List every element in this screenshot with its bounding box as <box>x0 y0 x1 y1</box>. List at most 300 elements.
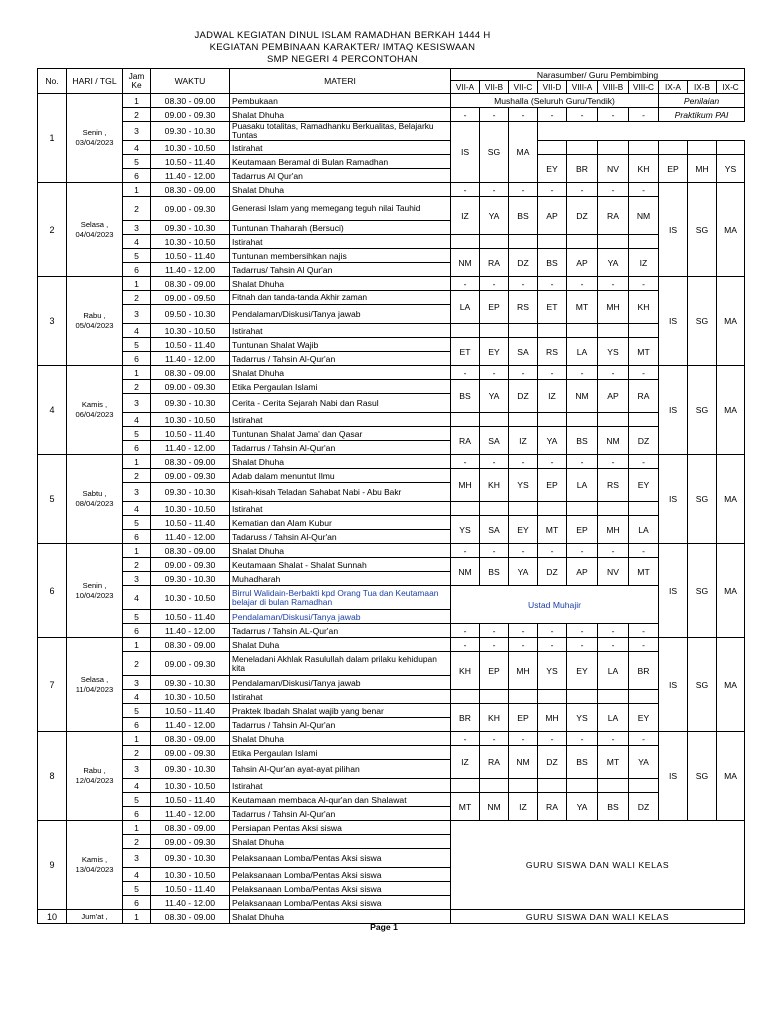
dash-cell: - <box>629 732 659 746</box>
materi-text: Pembukaan <box>230 94 451 108</box>
teacher-code: DZ <box>629 427 659 455</box>
teacher-code: LA <box>567 469 598 502</box>
materi-text: Muhadharah <box>230 572 451 586</box>
materi-text: Tadarrus / Tahsin Al-Qur'an <box>230 718 451 732</box>
time-range: 08.30 - 09.00 <box>151 455 230 469</box>
teacher-code: DZ <box>509 380 538 413</box>
ix-teacher-code: MA <box>717 638 745 732</box>
empty-cell <box>598 779 629 793</box>
jam-ke: 6 <box>123 718 151 732</box>
empty-cell <box>598 413 629 427</box>
dash-cell: - <box>538 366 567 380</box>
time-range: 09.00 - 09.30 <box>151 835 230 849</box>
teacher-code: LA <box>451 291 480 324</box>
jam-ke: 6 <box>123 530 151 544</box>
time-range: 09.30 - 10.30 <box>151 483 230 502</box>
table-row <box>38 197 745 221</box>
empty-cell <box>567 779 598 793</box>
dash-cell: - <box>567 624 598 638</box>
empty-cell <box>629 690 659 704</box>
jam-ke: 5 <box>123 155 151 169</box>
materi-text: Shalat Dhuha <box>230 544 451 558</box>
ix-teacher-code: IS <box>451 122 480 183</box>
dash-cell: - <box>598 638 629 652</box>
dash-cell: - <box>480 624 509 638</box>
teacher-code: MH <box>598 516 629 544</box>
empty-cell <box>451 235 480 249</box>
day-date-cell <box>67 544 123 638</box>
materi-text: Pendalaman/Diskusi/Tanya jawab <box>230 305 451 324</box>
time-range: 09.00 - 09.30 <box>151 197 230 221</box>
materi-text: Meneladani Akhlak Rasulullah dalam prilaku kehidupan kita <box>230 652 451 676</box>
table-row <box>38 108 745 122</box>
materi-text: Pelaksanaan Lomba/Pentas Aksi siswa <box>230 849 451 868</box>
ix-teacher-code: IS <box>659 183 688 277</box>
dash-cell: - <box>538 455 567 469</box>
jam-ke: 5 <box>123 516 151 530</box>
time-range: 09.30 - 10.30 <box>151 849 230 868</box>
teacher-code: KH <box>480 704 509 732</box>
time-range: 08.30 - 09.00 <box>151 638 230 652</box>
teacher-code: LA <box>598 652 629 690</box>
materi-text: Tuntunan Thaharah (Bersuci) <box>230 221 451 235</box>
teacher-code: MT <box>629 558 659 586</box>
time-range: 09.00 - 09.30 <box>151 746 230 760</box>
dash-cell: - <box>538 638 567 652</box>
teacher-code: YA <box>480 197 509 235</box>
ix-teacher-code: SG <box>480 122 509 183</box>
day-name: Kamis , <box>81 855 108 864</box>
teacher-code: BS <box>567 746 598 779</box>
table-row <box>38 324 745 338</box>
day-date-cell <box>67 183 123 277</box>
materi-text: Tuntunan Shalat Wajib <box>230 338 451 352</box>
teacher-code: NV <box>598 558 629 586</box>
dash-cell: - <box>567 366 598 380</box>
teacher-code: RS <box>509 291 538 324</box>
time-range: 10.30 - 10.50 <box>151 141 230 155</box>
table-row <box>38 821 745 835</box>
materi-text: Tadarrus / Tahsin Al-Qur'an <box>230 441 451 455</box>
teacher-code: YS <box>598 338 629 366</box>
empty-cell <box>480 779 509 793</box>
materi-text: Etika Pergaulan Islami <box>230 746 451 760</box>
empty-cell <box>480 324 509 338</box>
time-range: 10.50 - 11.40 <box>151 793 230 807</box>
materi-text: Puasaku totalitas, Ramadhanku Berkualitas, Belajarku Tuntas <box>230 122 451 141</box>
day-date: 11/04/2023 <box>75 684 114 694</box>
teacher-code: EY <box>629 704 659 732</box>
empty-cell <box>598 141 629 155</box>
empty-cell <box>567 141 598 155</box>
jam-ke: 4 <box>123 413 151 427</box>
dash-cell: - <box>538 108 567 122</box>
teacher-code: MT <box>567 291 598 324</box>
materi-text: Tuntunan membersihkan najis <box>230 249 451 263</box>
table-row <box>38 249 745 263</box>
table-row <box>38 638 745 652</box>
time-range: 11.40 - 12.00 <box>151 352 230 366</box>
teacher-code: KH <box>480 469 509 502</box>
empty-cell <box>567 690 598 704</box>
time-range: 09.00 - 09.30 <box>151 469 230 483</box>
table-row <box>38 586 745 610</box>
jam-ke: 3 <box>123 394 151 413</box>
teacher-code: BS <box>567 427 598 455</box>
schedule-table <box>37 68 745 924</box>
time-range: 11.40 - 12.00 <box>151 263 230 277</box>
ix-teacher-code: MA <box>717 544 745 638</box>
time-range: 10.30 - 10.50 <box>151 235 230 249</box>
ix-teacher-code: IS <box>659 638 688 732</box>
teacher-code: IZ <box>509 427 538 455</box>
materi-text: Tadarrus / Tahsin AL-Qur'an <box>230 624 451 638</box>
dash-cell: - <box>629 183 659 197</box>
teacher-code: EP <box>538 469 567 502</box>
empty-cell <box>480 690 509 704</box>
time-range: 10.30 - 10.50 <box>151 779 230 793</box>
table-row <box>38 558 745 572</box>
day-number: 8 <box>38 732 67 821</box>
table-row <box>38 469 745 483</box>
empty-cell <box>717 141 745 155</box>
teacher-code: BR <box>451 704 480 732</box>
jam-ke: 5 <box>123 249 151 263</box>
jam-ke: 1 <box>123 638 151 652</box>
empty-cell <box>629 235 659 249</box>
dash-cell: - <box>598 108 629 122</box>
jam-ke: 6 <box>123 441 151 455</box>
teacher-code: RA <box>480 249 509 277</box>
materi-text: Shalat Dhuha <box>230 277 451 291</box>
materi-text: Pelaksanaan Lomba/Pentas Aksi siswa <box>230 868 451 882</box>
empty-cell <box>567 502 598 516</box>
dash-cell: - <box>451 366 480 380</box>
materi-text: Tadarrus / Tahsin Al-Qur'an <box>230 352 451 366</box>
ix-teacher-code: MA <box>717 366 745 455</box>
table-row <box>38 183 745 197</box>
materi-text: Praktek Ibadah Shalat wajib yang benar <box>230 704 451 718</box>
time-range: 10.50 - 11.40 <box>151 516 230 530</box>
teacher-code: BS <box>451 380 480 413</box>
empty-cell <box>538 324 567 338</box>
dash-cell: - <box>538 624 567 638</box>
dash-cell: - <box>538 183 567 197</box>
ix-teacher-code: MA <box>717 732 745 821</box>
table-row <box>38 544 745 558</box>
time-range: 08.30 - 09.00 <box>151 821 230 835</box>
table-row <box>38 732 745 746</box>
ix-teacher-code: SG <box>688 455 717 544</box>
day-date-cell <box>67 732 123 821</box>
day-number: 5 <box>38 455 67 544</box>
jam-ke: 6 <box>123 896 151 910</box>
table-row <box>38 779 745 793</box>
jam-ke: 2 <box>123 835 151 849</box>
teacher-code: YA <box>629 746 659 779</box>
materi-text: Tahsin Al-Qur'an ayat-ayat pilihan <box>230 760 451 779</box>
jam-ke: 2 <box>123 380 151 394</box>
day-date: 08/04/2023 <box>75 499 114 508</box>
time-range: 08.30 - 09.00 <box>151 94 230 108</box>
teacher-code: RA <box>598 197 629 235</box>
teacher-code: EY <box>567 652 598 690</box>
jam-ke: 5 <box>123 793 151 807</box>
time-range: 08.30 - 09.00 <box>151 544 230 558</box>
jam-ke: 3 <box>123 676 151 690</box>
empty-cell <box>509 324 538 338</box>
dash-cell: - <box>598 183 629 197</box>
ix-teacher-code: MA <box>717 455 745 544</box>
materi-text: Tadarrus/ Tahsin Al Qur'an <box>230 263 451 277</box>
ix-teacher-code: SG <box>688 732 717 821</box>
teacher-code: YA <box>598 249 629 277</box>
dash-cell: - <box>598 277 629 291</box>
jam-ke: 1 <box>123 94 151 108</box>
teacher-code: AP <box>567 249 598 277</box>
time-range: 11.40 - 12.00 <box>151 718 230 732</box>
table-row <box>38 94 745 108</box>
day-name: Kamis , <box>81 400 108 409</box>
jam-ke: 1 <box>123 544 151 558</box>
jam-ke: 1 <box>123 455 151 469</box>
empty-cell <box>629 779 659 793</box>
teacher-code: BS <box>598 793 629 821</box>
col-header-jam: Jam Ke <box>123 69 151 94</box>
teacher-code: MH <box>688 155 717 183</box>
jam-ke: 6 <box>123 169 151 183</box>
jam-ke: 1 <box>123 366 151 380</box>
jam-ke: 6 <box>123 352 151 366</box>
day-name: Jum'at , <box>81 911 108 921</box>
col-header-no: No. <box>38 69 67 94</box>
teacher-code: LA <box>598 704 629 732</box>
time-range: 10.30 - 10.50 <box>151 690 230 704</box>
teacher-code: EP <box>480 291 509 324</box>
empty-cell <box>567 235 598 249</box>
jam-ke: 2 <box>123 469 151 483</box>
empty-cell <box>509 690 538 704</box>
dash-cell: - <box>451 108 480 122</box>
table-row <box>38 338 745 352</box>
time-range: 08.30 - 09.00 <box>151 183 230 197</box>
dash-cell: - <box>480 732 509 746</box>
table-row <box>38 516 745 530</box>
document-header <box>0 30 685 66</box>
materi-text: Keutamaan Shalat - Shalat Sunnah <box>230 558 451 572</box>
day-date: 05/04/2023 <box>75 321 114 330</box>
class-header: IX-B <box>688 81 717 94</box>
table-row <box>38 235 745 249</box>
dash-cell: - <box>451 638 480 652</box>
dash-cell: - <box>629 638 659 652</box>
table-row <box>38 141 745 155</box>
table-row <box>38 652 745 676</box>
table-row <box>38 746 745 760</box>
time-range: 09.30 - 10.30 <box>151 676 230 690</box>
materi-text: Keutamaan membaca Al-qur'an dan Shalawat <box>230 793 451 807</box>
day-date-cell <box>67 455 123 544</box>
dash-cell: - <box>567 108 598 122</box>
dash-cell: - <box>629 108 659 122</box>
teacher-code: IZ <box>538 380 567 413</box>
teacher-code: EY <box>538 155 567 183</box>
ix-teacher-code: SG <box>688 183 717 277</box>
teacher-code: RA <box>629 380 659 413</box>
col-header-day: HARI / TGL <box>67 69 123 94</box>
empty-cell <box>629 324 659 338</box>
materi-text: Etika Pergaulan Islami <box>230 380 451 394</box>
teacher-code: NV <box>598 155 629 183</box>
empty-cell <box>538 413 567 427</box>
jam-ke: 3 <box>123 760 151 779</box>
materi-text: Pendalaman/Diskusi/Tanya jawab <box>230 610 451 624</box>
empty-cell <box>598 690 629 704</box>
materi-text: Istirahat <box>230 502 451 516</box>
empty-cell <box>598 235 629 249</box>
empty-cell <box>688 141 717 155</box>
jam-ke: 3 <box>123 572 151 586</box>
teacher-code: EY <box>509 516 538 544</box>
jam-ke: 5 <box>123 427 151 441</box>
dash-cell: - <box>509 108 538 122</box>
day-date-cell <box>67 821 123 910</box>
empty-cell <box>538 690 567 704</box>
teacher-code: NM <box>629 197 659 235</box>
teacher-code: MT <box>598 746 629 779</box>
jam-ke: 3 <box>123 221 151 235</box>
empty-cell <box>567 324 598 338</box>
materi-text: Shalat Dhuha <box>230 455 451 469</box>
jam-ke: 4 <box>123 502 151 516</box>
materi-text: Tadarrus / Tahsin Al-Qur'an <box>230 807 451 821</box>
teacher-code: NM <box>451 249 480 277</box>
dash-cell: - <box>451 183 480 197</box>
day-number: 6 <box>38 544 67 638</box>
teacher-code: EP <box>567 516 598 544</box>
materi-text: Birrul Walidain-Berbakti kpd Orang Tua dan Keutamaan belajar di bulan Ramadhan <box>230 586 451 610</box>
time-range: 11.40 - 12.00 <box>151 896 230 910</box>
jam-ke: 2 <box>123 108 151 122</box>
dash-cell: - <box>509 544 538 558</box>
ix-teacher-code: IS <box>659 277 688 366</box>
dash-cell: - <box>598 732 629 746</box>
empty-cell <box>451 502 480 516</box>
guru-siswa-wali-kelas: GURU SISWA DAN WALI KELAS <box>451 821 745 910</box>
dash-cell: - <box>509 624 538 638</box>
materi-text: Shalat Dhuha <box>230 183 451 197</box>
teacher-code: BS <box>480 558 509 586</box>
time-range: 09.30 - 10.30 <box>151 221 230 235</box>
teacher-code: KH <box>629 155 659 183</box>
time-range: 11.40 - 12.00 <box>151 530 230 544</box>
class-header: VIII-A <box>567 81 598 94</box>
time-range: 09.30 - 10.30 <box>151 394 230 413</box>
teacher-code: MT <box>629 338 659 366</box>
day-number: 2 <box>38 183 67 277</box>
table-row <box>38 624 745 638</box>
jam-ke: 3 <box>123 849 151 868</box>
mushalla-label: Mushalla (Seluruh Guru/Tendik) <box>451 94 659 108</box>
dash-cell: - <box>538 544 567 558</box>
day-name: Rabu , <box>83 766 106 775</box>
teacher-code: BS <box>509 197 538 235</box>
day-date: 04/04/2023 <box>75 229 114 239</box>
day-name: Senin , <box>82 580 107 590</box>
ix-teacher-code: MA <box>717 183 745 277</box>
dash-cell: - <box>538 277 567 291</box>
jam-ke: 6 <box>123 624 151 638</box>
materi-text: Istirahat <box>230 324 451 338</box>
jam-ke: 3 <box>123 483 151 502</box>
day-date: 03/04/2023 <box>75 138 114 147</box>
col-header-materi: MATERI <box>230 69 451 94</box>
teacher-code: EY <box>629 469 659 502</box>
time-range: 09.30 - 10.30 <box>151 122 230 141</box>
dash-cell: - <box>451 455 480 469</box>
time-range: 09.00 - 09.30 <box>151 108 230 122</box>
empty-cell <box>538 502 567 516</box>
class-header: IX-C <box>717 81 745 94</box>
teacher-code: IZ <box>509 793 538 821</box>
ix-teacher-code: MA <box>509 122 538 183</box>
table-row <box>38 427 745 441</box>
dash-cell: - <box>480 277 509 291</box>
teacher-code: DZ <box>509 249 538 277</box>
table-row <box>38 155 745 169</box>
materi-text: Istirahat <box>230 141 451 155</box>
jam-ke: 1 <box>123 183 151 197</box>
dash-cell: - <box>509 455 538 469</box>
jam-ke: 4 <box>123 868 151 882</box>
empty-cell <box>451 779 480 793</box>
dash-cell: - <box>451 277 480 291</box>
teacher-code: EP <box>480 652 509 690</box>
jam-ke: 4 <box>123 235 151 249</box>
praktikum-label: Praktikum PAI <box>659 108 745 122</box>
class-header: IX-A <box>659 81 688 94</box>
ix-teacher-code: IS <box>659 732 688 821</box>
teacher-code: SA <box>509 338 538 366</box>
dash-cell: - <box>451 624 480 638</box>
jam-ke: 5 <box>123 704 151 718</box>
day-date-cell <box>67 366 123 455</box>
ix-teacher-code: IS <box>659 544 688 638</box>
teacher-code: YS <box>567 704 598 732</box>
teacher-code: SA <box>480 427 509 455</box>
teacher-code: RS <box>598 469 629 502</box>
teacher-code: RA <box>451 427 480 455</box>
teacher-code: YS <box>717 155 745 183</box>
empty-cell <box>538 141 567 155</box>
dash-cell: - <box>451 544 480 558</box>
day-date-cell <box>67 94 123 183</box>
jam-ke: 5 <box>123 338 151 352</box>
materi-text: Pendalaman/Diskusi/Tanya jawab <box>230 676 451 690</box>
jam-ke: 5 <box>123 610 151 624</box>
time-range: 09.30 - 10.30 <box>151 572 230 586</box>
time-range: 10.50 - 11.40 <box>151 610 230 624</box>
day-number: 3 <box>38 277 67 366</box>
time-range: 11.40 - 12.00 <box>151 807 230 821</box>
teacher-code: EP <box>659 155 688 183</box>
jam-ke: 6 <box>123 263 151 277</box>
time-range: 10.50 - 11.40 <box>151 338 230 352</box>
jam-ke: 4 <box>123 586 151 610</box>
time-range: 11.40 - 12.00 <box>151 169 230 183</box>
time-range: 09.00 - 09.30 <box>151 652 230 676</box>
dash-cell: - <box>598 455 629 469</box>
